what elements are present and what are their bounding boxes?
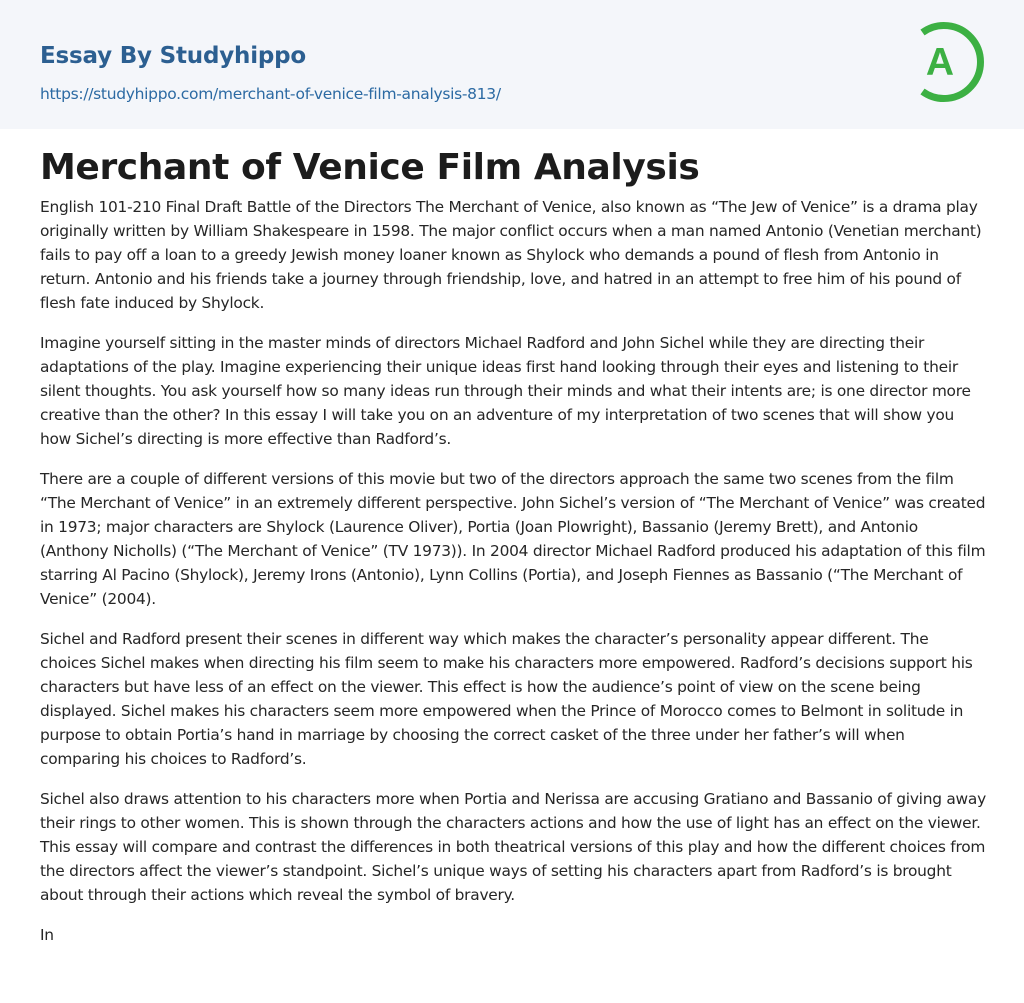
logo-letter: A (925, 41, 955, 84)
page-url-link[interactable]: https://studyhippo.com/merchant-of-venice-film-analysis-813/ (40, 85, 501, 103)
logo-ring-icon (905, 19, 989, 105)
essay-paragraph: Sichel and Radford present their scenes in different way which makes the character’s personality appear different. The choices Sichel makes when directing his film seem to make his characters more empowered. Radford’s decisions support his characters but have less of an effect on the viewer. This effect is how the audience’s point of view on the scene being displayed. Sichel makes his characters seem more empowered when the Prince of Morocco comes to Belmont in solitude in purpose to obtain Portia’s hand in marriage by choosing the correct casket of the three under her father’s will when comparing his choices to Radford’s. (40, 630, 973, 768)
site-header (0, 0, 1024, 129)
essay-paragraph: There are a couple of different versions of this movie but two of the directors approach the same two scenes from the film “The Merchant of Venice” in an extremely different perspective. John Sichel’s version of “The Merchant of Venice” was created in 1973; major characters are Shylock (Laurence Oliver), Portia (Joan Plowright), Bassanio (Jeremy Brett), and Antonio (Anthony Nicholls) (“The Merchant of Venice” (TV 1973)). In 2004 director Michael Radford produced his adaptation of this film starring Al Pacino (Shylock), Jeremy Irons (Antonio), Lynn Collins (Portia), and Joseph Fiennes as Bassanio (“The Merchant of Venice” (2004). (40, 470, 986, 608)
page-title: Merchant of Venice Film Analysis (40, 147, 700, 188)
essay-paragraph: Imagine yourself sitting in the master minds of directors Michael Radford and John Sichel while they are directing their adaptations of the play. Imagine experiencing their unique ideas first hand looking through their eyes and listening to their silent thoughts. You ask yourself how so many ideas run through their minds and what their intents are; is one director more creative than the other? In this essay I will take you on an adventure of my interpretation of two scenes that will show you how Sichel’s directing is more effective than Radford’s. (40, 334, 971, 448)
essay-paragraph: In (40, 926, 54, 944)
site-logo[interactable] (905, 19, 989, 105)
essay-paragraph: Sichel also draws attention to his characters more when Portia and Nerissa are accusing Gratiano and Bassanio of giving away their rings to other women. This is shown through the characters actions and how the use of light has an effect on the viewer. This essay will compare and contrast the differences in both theatrical versions of this play and how the different choices from the directors affect the viewer’s standpoint. Sichel’s unique ways of setting his characters apart from Radford’s is brought about through their actions which reveal the symbol of bravery. (40, 790, 986, 904)
essay-paragraph: English 101-210 Final Draft Battle of the Directors The Merchant of Venice, also known as “The Jew of Venice” is a drama play originally written by William Shakespeare in 1598. The major conflict occurs when a man named Antonio (Venetian merchant) fails to pay off a loan to a greedy Jewish money loaner known as Shylock who demands a pound of flesh from Antonio in return. Antonio and his friends take a journey through friendship, love, and hatred in an attempt to free him of his pound of flesh fate induced by Shylock. (40, 198, 982, 312)
essay-body (40, 195, 988, 963)
site-title[interactable]: Essay By Studyhippo (40, 43, 307, 69)
